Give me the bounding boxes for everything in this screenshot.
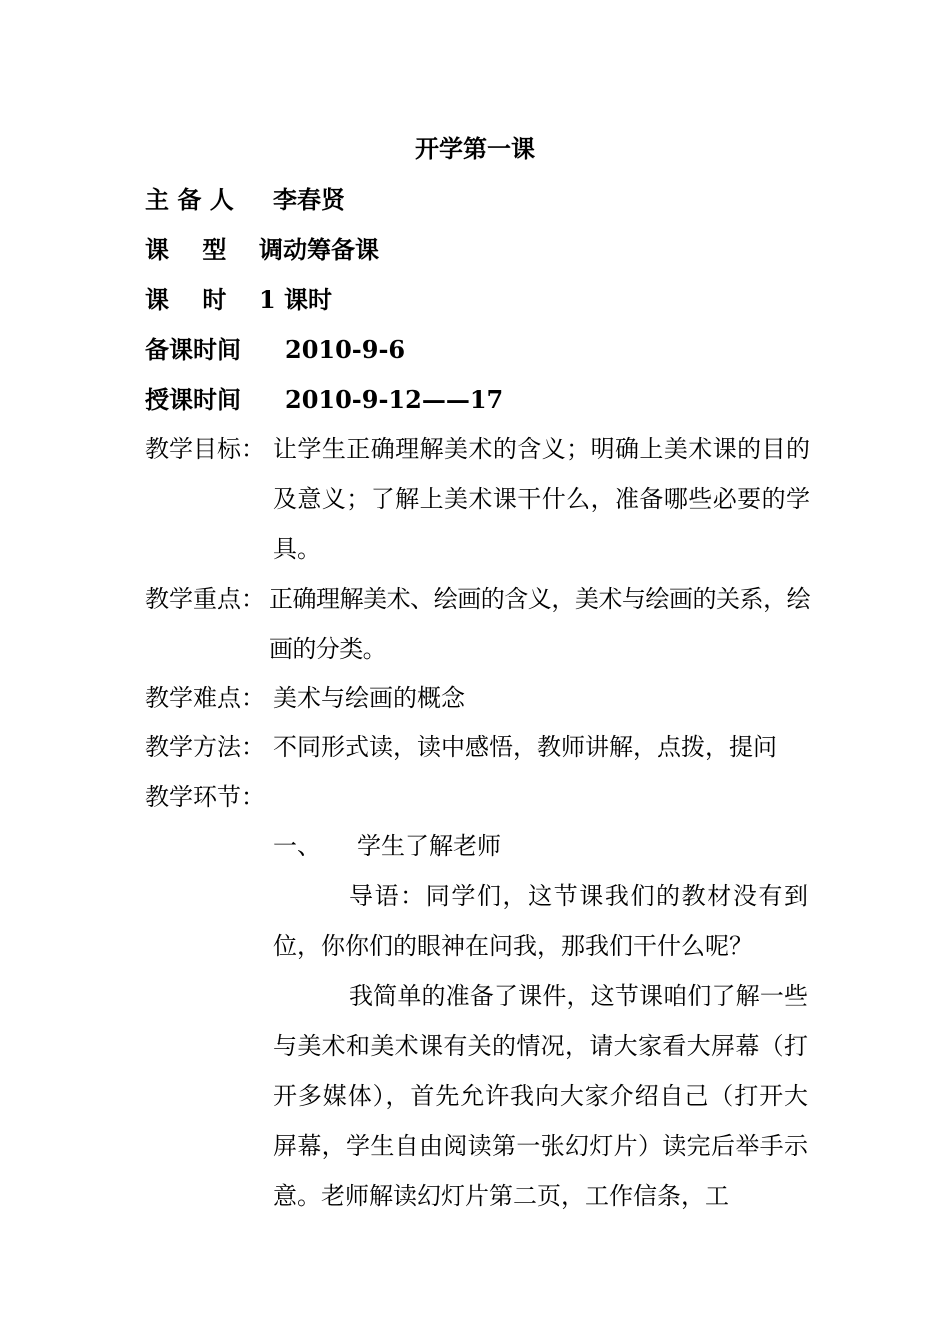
meta-teach-date [145,383,504,417]
teaching-difficulty-label: 教学难点： [145,684,265,712]
teaching-goal [145,424,810,574]
section-number: 一、 [273,832,321,860]
teaching-key-text: 正确理解美术、绘画的含义，美术与绘画的关系，绘画的分类。 [269,585,810,663]
prep-date-label: 备课时间 [145,335,241,364]
teaching-key [145,574,810,674]
teaching-method [145,722,810,772]
teach-date-value: 2010-9-12——17 [285,385,504,414]
meta-hours [145,283,333,317]
teaching-method-label: 教学方法： [145,733,265,761]
teach-date-label: 授课时间 [145,385,241,414]
type-value: 调动筹备课 [259,235,379,264]
type-label: 课 型 [145,235,227,264]
document-title: 开学第一课 [415,134,535,163]
teaching-goal-text: 让学生正确理解美术的含义；明确上美术课的目的及意义；了解上美术课干什么，准备哪些必要的学具。 [273,435,810,563]
section-heading [273,821,808,871]
teaching-difficulty-text: 美术与绘画的概念 [273,684,465,712]
prep-date-value: 2010-9-6 [285,335,406,364]
section-title: 学生了解老师 [357,832,501,860]
preparer-label: 主 备 人 [145,185,234,214]
hours-value: 1 课时 [259,285,333,314]
paragraph-intro: 导语：同学们，这节课我们的教材没有到位，你你们的眼神在问我，那我们干什么呢？ [273,882,808,960]
teaching-goal-label: 教学目标： [145,435,265,463]
teaching-method-text: 不同形式读，读中感悟，教师讲解，点拨，提问 [273,733,777,761]
paragraph-courseware: 我简单的准备了课件，这节课咱们了解一些与美术和美术课有关的情况，请大家看大屏幕（打开多媒体），首先允许我向大家介绍自己（打开大屏幕，学生自由阅读第一张幻灯片）读完后举手示意。老师解读幻灯片第二页，工作信条，工 [273,982,808,1210]
teaching-process-label: 教学环节： [145,783,265,811]
teaching-difficulty [145,673,810,723]
meta-type [145,233,379,267]
meta-prep-date [145,333,406,367]
teaching-key-label: 教学重点： [145,585,265,613]
meta-preparer [145,183,345,217]
hours-label: 课 时 [145,285,227,314]
preparer-value: 李春贤 [273,185,345,214]
